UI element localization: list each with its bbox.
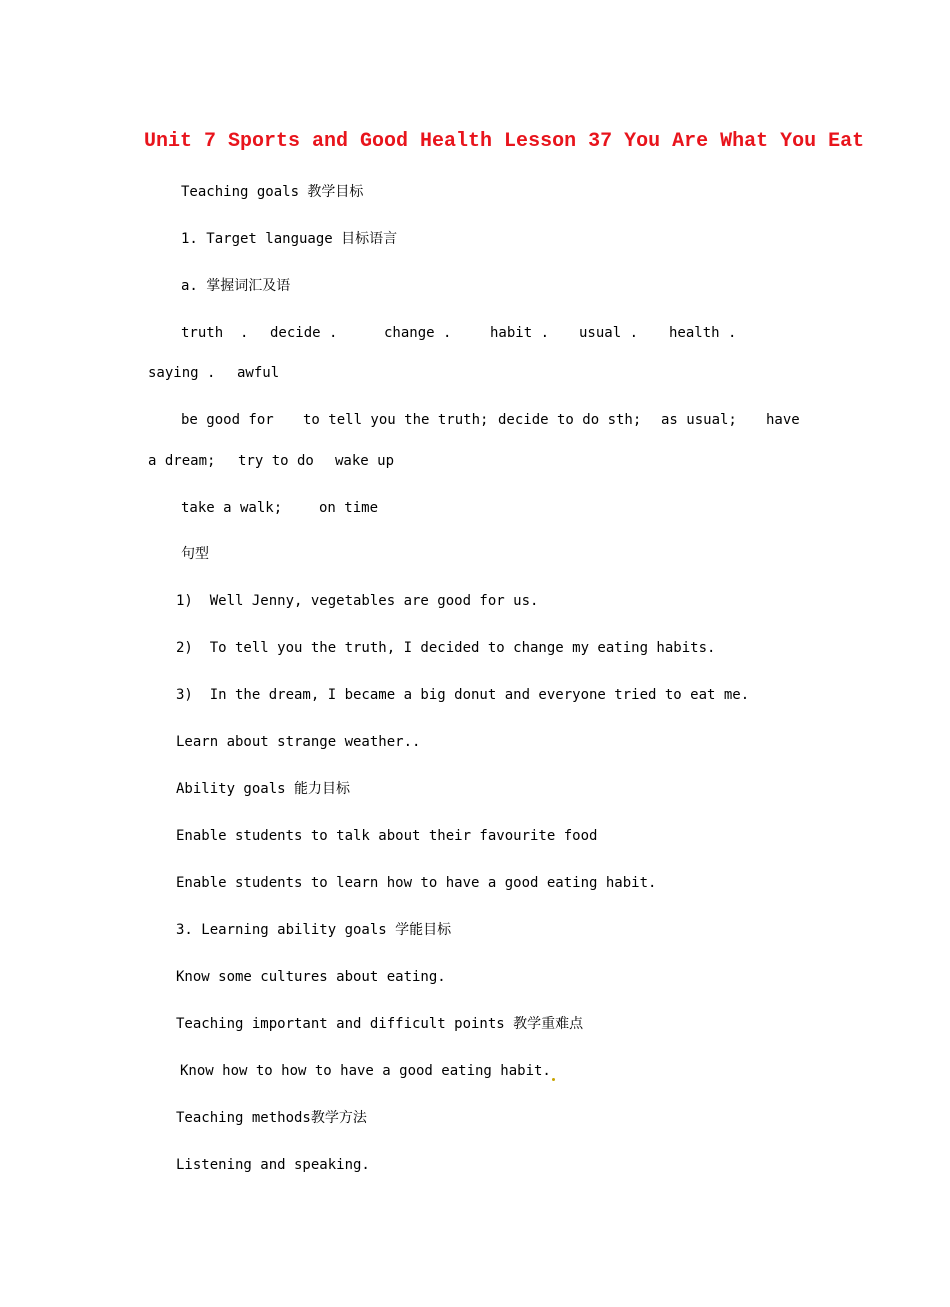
vocab-word: change . [384,325,452,341]
phrase: to tell you the truth; [303,412,489,428]
ability-item: Enable students to learn how to have a good eating habit. [176,875,657,891]
cultures-line: Know some cultures about eating. [176,969,446,985]
learning-ability-goals-heading: 3. Learning ability goals 学能目标 [176,922,452,938]
phrase: take a walk; [181,500,283,516]
vocab-word: awful [237,365,280,381]
teaching-methods-heading: Teaching methods教学方法 [176,1110,367,1126]
important-points-heading: Teaching important and difficult points 教学重难点 [176,1016,584,1032]
phrase: try to do [238,453,314,469]
document-title: Unit 7 Sports and Good Health Lesson 37 You Are What You Eat [144,130,865,153]
important-points-detail [180,1061,555,1081]
vocab-word: saying . [148,365,216,381]
vocab-word: decide . [270,325,338,341]
teaching-methods-detail: Listening and speaking. [176,1157,370,1173]
phrase: as usual; [661,412,737,428]
phrase: on time [319,500,379,516]
phrase: decide to do sth; [498,412,642,428]
target-language-heading: 1. Target language 目标语言 [181,231,398,247]
phrase: be good for [181,412,274,428]
ability-goals-heading: Ability goals 能力目标 [176,781,351,797]
phrase: wake up [335,453,395,469]
sentence-patterns-heading: 句型 [181,546,209,562]
ability-item: Enable students to talk about their favourite food [176,828,598,844]
phrase: a dream; [148,453,216,469]
sentence-pattern: 3) In the dream, I became a big donut and everyone tried to eat me. [176,687,750,703]
learn-weather-line: Learn about strange weather.. [176,734,421,750]
important-points-text: Know how to how to have a good eating habit. [180,1063,551,1079]
vocab-word: health . [669,325,737,341]
vocab-word: truth . [181,325,249,341]
vocab-word: usual . [579,325,639,341]
vocab-word: habit . [490,325,550,341]
teaching-goals-heading: Teaching goals 教学目标 [181,184,364,200]
mark-dot-icon [552,1078,555,1081]
sentence-pattern: 2) To tell you the truth, I decided to change my eating habits. [176,640,716,656]
vocab-heading: a. 掌握词汇及语 [181,278,291,294]
sentence-pattern: 1) Well Jenny, vegetables are good for us. [176,593,539,609]
phrase: have [766,412,800,428]
